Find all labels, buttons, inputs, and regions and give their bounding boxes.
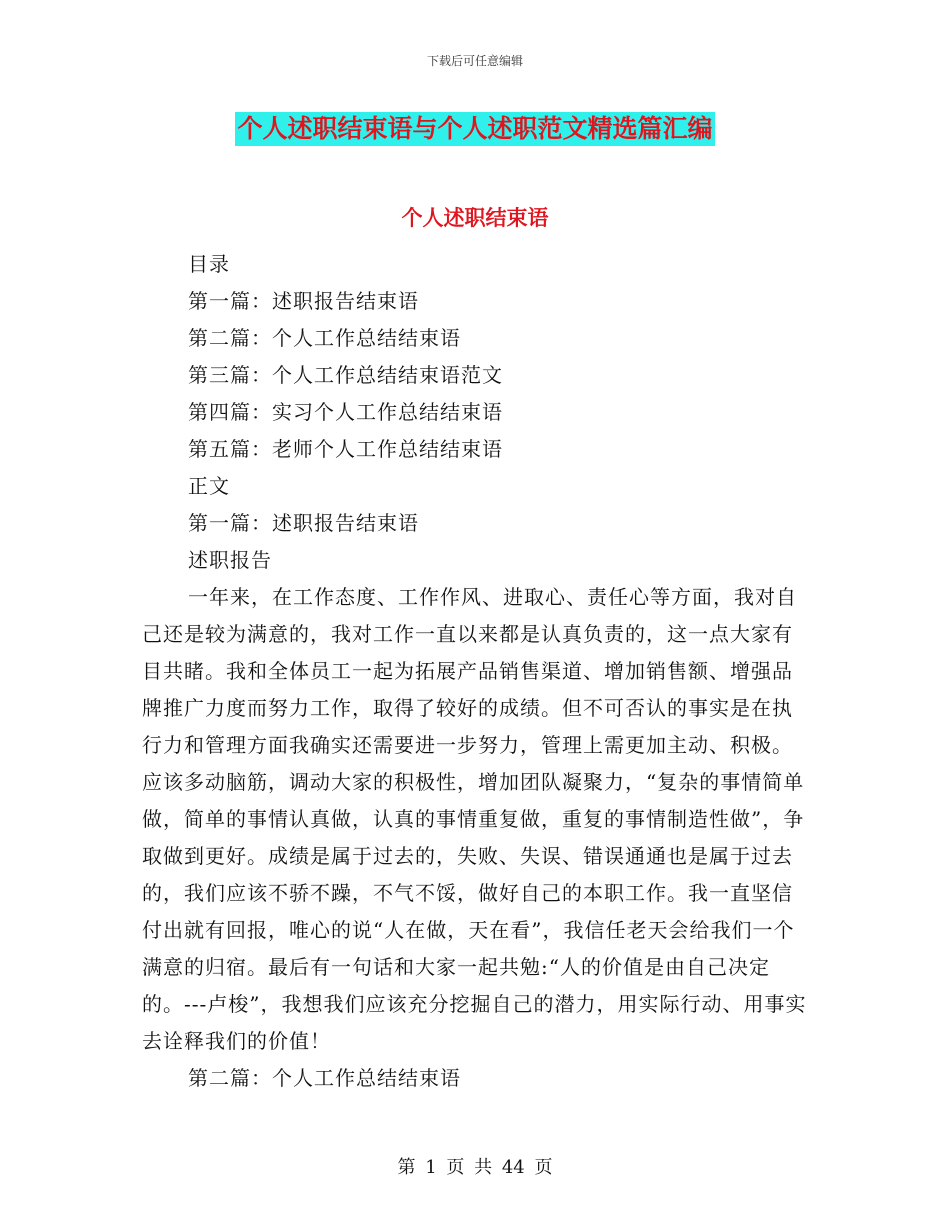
toc-item: 第四篇：实习个人工作总结结束语 xyxy=(188,400,503,424)
main-title-wrap xyxy=(0,112,950,146)
page-header-note: 下载后可任意编辑 xyxy=(426,54,523,68)
document-body xyxy=(142,246,812,1097)
section-heading: 第二篇：个人工作总结结束语 xyxy=(188,1066,461,1090)
body-paragraph: 一年来，在工作态度、工作作风、进取心、责任心等方面，我对自己还是较为满意的，我对工作一直以来都是认真负责的，这一点大家有目共睹。我和全体员工一起为拓展产品销售渠道、增加销售额、增强品牌推广力度而努力工作，取得了较好的成绩。但不可否认的事实是在执行力和管理方面我确实还需要进一步努力，管理上需更加主动、积极。应该多动脑筋，调动大家的积极性，增加团队凝聚力，“复杂的事情简单做，简单的事情认真做，认真的事情重复做，重复的事情制造性做”，争取做到更好。成绩是属于过去的，失败、失误、错误通通也是属于过去的，我们应该不骄不躁，不气不馁，做好自己的本职工作。我一直坚信付出就有回报，唯心的说“人在做，天在看”，我信任老天会给我们一个满意的归宿。最后有一句话和大家一起共勉:“人的价值是由自己决定的。---卢梭”，我想我们应该充分挖掘自己的潜力，用实际行动、用事实去诠释我们的价值！ xyxy=(142,585,807,1053)
toc-item: 第五篇：老师个人工作总结结束语 xyxy=(188,437,503,461)
section-subheading: 述职报告 xyxy=(188,548,272,572)
toc-label: 目录 xyxy=(188,252,230,276)
toc-item: 第一篇：述职报告结束语 xyxy=(188,289,419,313)
main-title: 个人述职结束语与个人述职范文精选篇汇编 xyxy=(235,112,714,146)
section-heading: 第一篇：述职报告结束语 xyxy=(188,511,419,535)
page-number: 第 1 页 共 44 页 xyxy=(397,1157,553,1178)
sub-title: 个人述职结束语 xyxy=(401,206,549,230)
toc-item: 第二篇：个人工作总结结束语 xyxy=(188,326,461,350)
body-label: 正文 xyxy=(188,474,230,498)
toc-item: 第三篇：个人工作总结结束语范文 xyxy=(188,363,503,387)
